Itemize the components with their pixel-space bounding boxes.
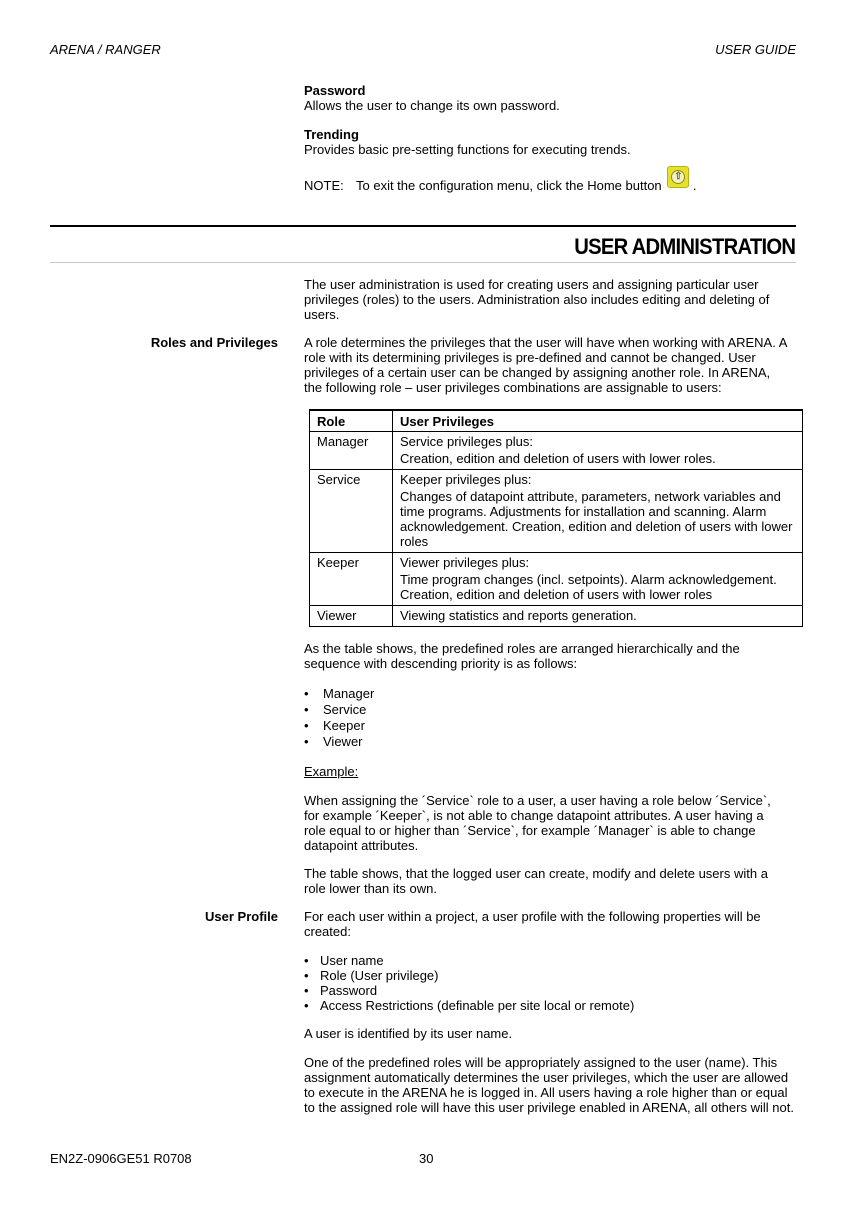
assignment-text: One of the predefined roles will be appropriately assigned to the user (name). This assignment automatically determines the user privileges, which the user are allowed to execute in the ARENA he is logged in. All users having a role higher than or equal to the assigned role will have this user privilege enabled in ARENA, all others will not.: [304, 1055, 794, 1115]
table-row: [310, 606, 803, 627]
roles-text: A role determines the privileges that the user will have when working with ARENA. A role with its determining privileges is pre-defined and cannot be changed. User privileges of a certain user can be changed by assigning another role. In ARENA, the following role – user privileges combinations are assignable to users:: [304, 335, 787, 395]
section-title: USER ADMINISTRATION: [573, 234, 795, 259]
hierarchy-text: As the table shows, the predefined roles are arranged hierarchically and the sequence with descending priority is as follows:: [304, 641, 740, 671]
section-intro: The user administration is used for creating users and assigning particular user privileges (roles) to the users. Administration also includes editing and deleting of users.: [304, 277, 770, 322]
list-item: • Password: [304, 983, 799, 998]
privileges-cell: [393, 470, 803, 553]
privileges-line: Creation, edition and deletion of users with lower roles.: [400, 451, 716, 466]
footer-page-number: 30: [419, 1151, 434, 1166]
section-rule-top: [50, 225, 796, 227]
privileges-line: Changes of datapoint attribute, parameters, network variables and time programs. Adjustments for installation and scanning. Alarm acknowledgement. Creation, edition and deletion of users with lower roles: [400, 489, 793, 549]
trending-title: Trending: [304, 127, 359, 142]
password-text: Allows the user to change its own password.: [304, 98, 560, 113]
list-item: • Service: [304, 702, 799, 718]
example-text: When assigning the ´Service` role to a user, a user having a role below ´Service`, for example ´Keeper`, is not able to change datapoint attributes. A user having a role equal to or higher than ´Service`, for example ´Manager` is able to change datapoint attributes.: [304, 793, 771, 853]
example-label: Example:: [304, 764, 359, 779]
table-row: [310, 470, 803, 553]
table-row: [310, 553, 803, 606]
hierarchy-list: [304, 686, 799, 750]
privileges-line: Time program changes (incl. setpoints). Alarm acknowledgement. Creation, edition and deletion of users with lower roles: [400, 572, 777, 602]
list-item: • Keeper: [304, 718, 799, 734]
note-text: To exit the configuration menu, click the Home button: [356, 178, 662, 193]
password-block: [304, 83, 799, 113]
note-label: NOTE:: [304, 178, 344, 193]
role-cell: Viewer: [310, 606, 393, 627]
privileges-cell: [393, 432, 803, 470]
header-left: ARENA / RANGER: [50, 42, 161, 57]
list-item: • Role (User privilege): [304, 968, 799, 983]
privileges-line: Keeper privileges plus:: [400, 472, 532, 487]
note: [304, 172, 697, 194]
home-up-arrow-icon: ⇧: [667, 166, 689, 188]
table-row: [310, 432, 803, 470]
table-header-row: [310, 410, 803, 432]
password-title: Password: [304, 83, 366, 98]
roles-side-label: Roles and Privileges: [150, 335, 278, 350]
list-item: • Viewer: [304, 734, 799, 750]
profile-side-label: User Profile: [205, 909, 278, 924]
profile-text: For each user within a project, a user profile with the following properties will be created:: [304, 909, 761, 939]
role-cell: Service: [310, 470, 393, 553]
list-item: • User name: [304, 953, 799, 968]
list-item: • Manager: [304, 686, 799, 702]
list-item: • Access Restrictions (definable per site local or remote): [304, 998, 799, 1013]
profile-properties-list: [304, 953, 799, 1013]
role-cell: Manager: [310, 432, 393, 470]
privileges-table: [309, 409, 803, 627]
role-cell: Keeper: [310, 553, 393, 606]
privileges-line: Viewer privileges plus:: [400, 555, 530, 570]
privileges-line: Viewing statistics and reports generation.: [400, 608, 637, 623]
privileges-cell: [393, 553, 803, 606]
privileges-cell: [393, 606, 803, 627]
trending-block: [304, 127, 799, 157]
section-rule-bottom: [50, 262, 796, 263]
privileges-line: Service privileges plus:: [400, 434, 533, 449]
table-header-privileges: User Privileges: [393, 410, 803, 432]
header-right: USER GUIDE: [715, 42, 796, 57]
trending-text: Provides basic pre-setting functions for executing trends.: [304, 142, 631, 157]
footer-doc-id: EN2Z-0906GE51 R0708: [50, 1151, 192, 1166]
logged-text: The table shows, that the logged user can create, modify and delete users with a role lower than its own.: [304, 866, 768, 896]
identified-text: A user is identified by its user name.: [304, 1026, 513, 1041]
table-header-role: Role: [310, 410, 393, 432]
note-end: .: [692, 178, 697, 193]
